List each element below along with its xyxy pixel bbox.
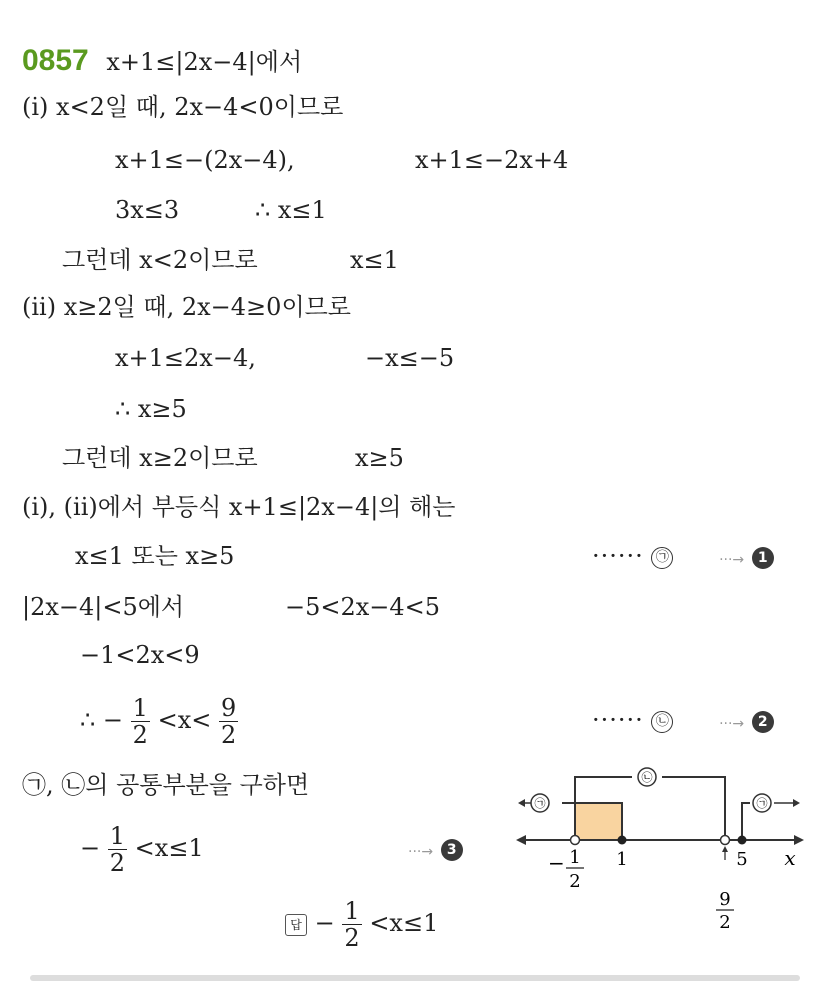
case1-line2a: 3x≤3 <box>115 196 180 224</box>
fraction-numerator: 1 <box>109 822 126 850</box>
tick-five: 5 <box>736 849 748 870</box>
bottom-scroll-bar <box>30 975 800 981</box>
sol2-line2: −1<2x<9 <box>80 641 200 669</box>
step-badge-3: 3 <box>441 839 463 861</box>
case2-line1a: x+1≤2x−4, <box>115 344 256 372</box>
arrow-right-icon <box>793 799 800 807</box>
label-b: ㉡ <box>641 771 653 784</box>
case1-line3a: 그런데 x<2이므로 <box>62 246 258 274</box>
answer-icon: 답 <box>285 914 307 936</box>
pointer-arrow-icon <box>722 846 728 852</box>
tick-one: 1 <box>616 849 628 870</box>
intersection-shade <box>575 803 622 840</box>
label-a-right: ㉠ <box>756 797 768 810</box>
step-arrow: ···→ <box>408 844 434 860</box>
label-a-left: ㉠ <box>534 797 546 810</box>
answer-post: <x≤1 <box>369 909 439 937</box>
sol1-marker <box>592 541 774 575</box>
sol2-line3-mid: <x< <box>157 706 212 734</box>
sol2-line3-pre: ∴ − <box>80 706 124 734</box>
case2-line3b: x≥5 <box>355 444 404 472</box>
fraction-denominator: 2 <box>132 721 148 749</box>
step-badge-1: 1 <box>752 547 774 569</box>
common-result <box>80 818 204 878</box>
case2-line1b: −x≤−5 <box>365 344 455 372</box>
common-minus: − <box>80 834 101 862</box>
problem-line <box>22 46 302 77</box>
axis-right-arrow-icon <box>794 835 804 845</box>
interval-a-right <box>742 803 750 840</box>
fraction <box>219 695 238 748</box>
fraction-numerator: 9 <box>220 694 237 722</box>
problem-statement: x+1≤|2x−4|에서 <box>106 48 303 76</box>
closed-point-one <box>618 836 627 845</box>
fraction <box>108 823 127 876</box>
closed-point-five <box>738 836 747 845</box>
tick-neg-half-den: 2 <box>569 871 581 892</box>
sol2-line3 <box>80 690 238 750</box>
case2-line3a: 그런데 x≥2이므로 <box>62 444 258 472</box>
sol2-line1b: −5<2x−4<5 <box>285 593 441 621</box>
case2-line2: ∴ x≥5 <box>115 395 187 423</box>
fraction-denominator: 2 <box>344 924 360 952</box>
axis-variable: x <box>784 846 796 870</box>
fraction-numerator: 1 <box>132 694 148 722</box>
fraction <box>342 898 361 951</box>
tick-nine-half-num: 9 <box>719 889 731 910</box>
sol2-dots: ······ <box>592 706 644 734</box>
fraction <box>131 695 150 748</box>
fraction-denominator: 2 <box>109 849 126 877</box>
case2-header: (ii) x≥2일 때, 2x−4≥0이므로 <box>22 293 351 321</box>
case1-line1a: x+1≤−(2x−4), <box>115 146 295 174</box>
case1-line2b: ∴ x≤1 <box>255 196 327 224</box>
mark-nieun-icon: ㉡ <box>651 711 673 733</box>
sol2-marker <box>592 705 774 739</box>
axis-left-arrow-icon <box>516 835 526 845</box>
case1-header: (i) x<2일 때, 2x−4<0이므로 <box>22 93 344 121</box>
step-arrow: ···→ <box>719 552 745 568</box>
answer-line <box>285 893 438 953</box>
step-badge-2: 2 <box>752 711 774 733</box>
answer-minus: − <box>314 909 335 937</box>
open-point-nine-half <box>721 836 730 845</box>
arrow-left-icon <box>518 799 525 807</box>
number-line-diagram <box>510 750 810 935</box>
tick-nine-half-den: 2 <box>719 912 731 933</box>
sol1-intro: (i), (ii)에서 부등식 x+1≤|2x−4|의 해는 <box>22 493 456 521</box>
problem-number: 0857 <box>22 44 89 77</box>
interval-b-right-bracket <box>662 777 725 840</box>
sol1-result: x≤1 또는 x≥5 <box>75 542 235 570</box>
fraction-numerator: 1 <box>344 897 360 925</box>
case1-line1b: x+1≤−2x+4 <box>415 146 569 174</box>
tick-neg-half-sign: − <box>548 851 565 875</box>
sol1-dots: ······ <box>592 542 644 570</box>
common-intro: ㉠, ㉡의 공통부분을 구하면 <box>22 771 310 799</box>
mark-giyeok-icon: ㉠ <box>651 547 673 569</box>
common-post: <x≤1 <box>134 834 204 862</box>
open-point-neg-half <box>571 836 580 845</box>
case1-line3b: x≤1 <box>350 246 399 274</box>
tick-neg-half-num: 1 <box>569 847 581 868</box>
sol2-line1a: |2x−4|<5에서 <box>22 593 185 621</box>
common-step <box>408 833 463 867</box>
step-arrow: ···→ <box>719 716 745 732</box>
fraction-denominator: 2 <box>220 721 237 749</box>
